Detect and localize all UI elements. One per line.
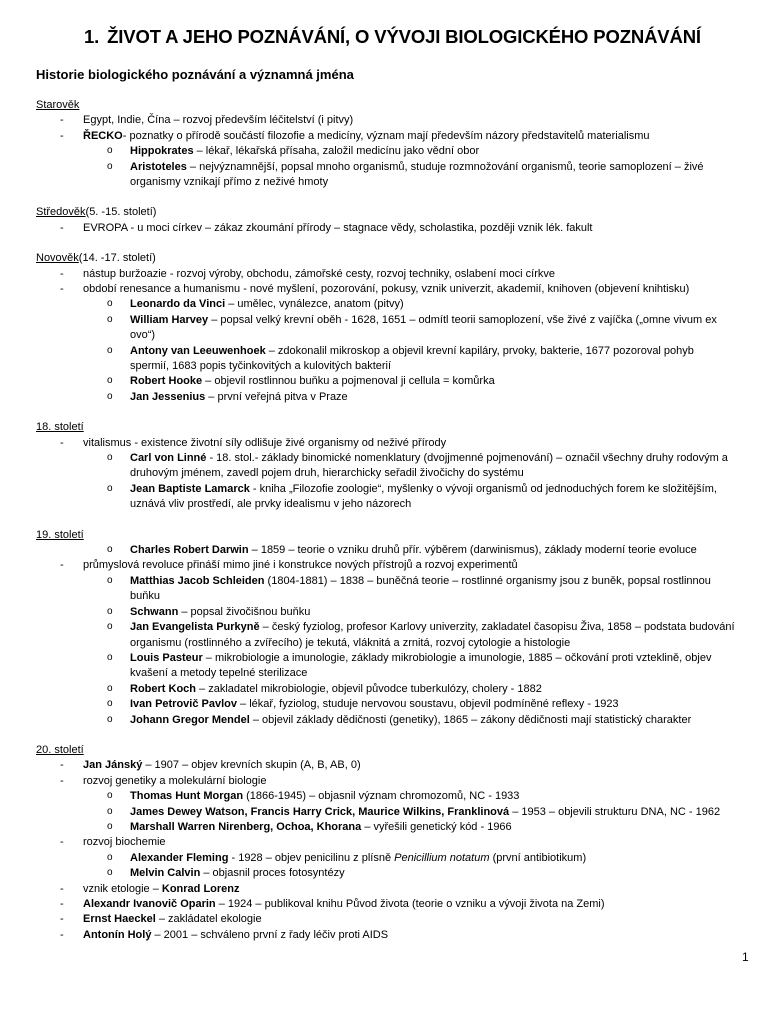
section-heading-period: (14. -17. století) — [78, 252, 156, 265]
item-text: - kniha „Filozofie zoologie“, myšlenky o vývoji organismů od jednoduchých forem ke složitějším, uznává vliv prostředí, ale prvky idealismu v jeho názorech — [130, 482, 717, 511]
sub-list-item — [36, 620, 736, 651]
item-text: Egypt, Indie, Čína – rozvoj především léčitelství (i pitvy) — [83, 114, 354, 127]
section-heading — [36, 420, 736, 435]
page-number: 1 — [742, 950, 749, 964]
sub-list-item — [36, 344, 736, 375]
section-heading-text: Novověk — [36, 252, 79, 265]
section-heading — [36, 251, 736, 266]
item-text: (1866-1945) – objasnil význam chromozomů, NC - 1933 — [243, 790, 520, 803]
section-heading-text: Starověk — [36, 99, 80, 111]
item-name: Alexander Fleming — [130, 851, 229, 864]
sub-list-item — [36, 313, 736, 344]
item-name: William Harvey — [130, 313, 209, 326]
item-text: – zakládatel ekologie — [155, 913, 262, 926]
item-name: Ivan Petrovič Pavlov — [130, 698, 237, 711]
list-item — [36, 912, 736, 927]
sub-list-item — [36, 374, 736, 389]
section-heading — [36, 205, 736, 220]
section — [36, 743, 736, 943]
item-name: Robert Hooke — [130, 375, 203, 388]
list-item — [36, 835, 736, 850]
item-name: Jan Jánský — [83, 759, 143, 772]
item-text: – zakladatel mikrobiologie, objevil původce tuberkulózy, cholery - 1882 — [196, 682, 542, 695]
item-name: Johann Gregor Mendel — [130, 713, 250, 726]
sub-list-item — [36, 543, 736, 558]
item-text: (1804-1881) – 1838 – buněčná teorie – rostlinné organismy jsou z buněk, popsal rostlinnou buňku — [130, 574, 711, 603]
sub-list-item — [36, 820, 736, 835]
item-text: průmyslová revoluce přináší mimo jiné i konstrukce nových přístrojů a rozvoj experimentů — [83, 559, 518, 572]
item-text: období renesance a humanismu - nové myšlení, pozorování, pokusy, vznik univerzit, akademií, knihoven (objevení knihtisku) — [83, 283, 690, 296]
sub-list-item — [36, 297, 736, 312]
item-text: - 18. stol.- základy binomické nomenklatury (dvojjmenné pojmenování) – označil všechny druhy rodovým a druhovým jménem, zavedl pojem druh, hierarchicky seřadil živočichy do systému — [130, 452, 728, 480]
chapter-number: 1. — [84, 26, 100, 47]
item-name: Marshall Warren Nirenberg, Ochoa, Khorana — [130, 820, 362, 833]
item-name: Ernst Haeckel — [83, 913, 156, 926]
item-text: – první veřejná pitva v Praze — [205, 390, 348, 403]
list-item — [36, 129, 736, 144]
list-item — [36, 282, 736, 297]
list-item — [36, 558, 736, 573]
item-name: ŘECKO — [83, 129, 123, 142]
item-text: – 2001 – schváleno první z řady léčiv proti AIDS — [151, 928, 389, 941]
list-item — [36, 928, 736, 943]
chapter-title: ŽIVOT A JEHO POZNÁVÁNÍ, O VÝVOJI BIOLOGICKÉHO POZNÁVÁNÍ — [107, 26, 701, 47]
item-text: – 1859 – teorie o vzniku druhů přír. výběrem (darwinismus), základy moderní teorie evoluce — [248, 544, 697, 557]
section-heading — [36, 743, 736, 758]
section — [36, 251, 736, 405]
sub-list-item — [36, 605, 736, 620]
sub-list-item — [36, 390, 736, 405]
item-text: – zdokonalil mikroskop a objevil krevní kapiláry, prvoky, bakterie, 1677 pozoroval pohyb spermií, 1683 popis tyčinkovitých a kulovitých bakterií — [130, 344, 694, 373]
item-name: Antonín Holý — [83, 928, 152, 941]
section — [36, 98, 736, 190]
item-text: – lékař, lékařská přísaha, založil medicínu jako vědní obor — [193, 145, 480, 158]
document-body — [36, 98, 736, 958]
item-text: – objasnil proces fotosyntézy — [200, 867, 345, 880]
page-title — [84, 24, 701, 50]
section — [36, 420, 736, 512]
section — [36, 528, 736, 728]
item-text: – 1953 – objevili strukturu DNA, NC - 1962 — [509, 805, 721, 818]
sub-list-item — [36, 574, 736, 605]
species-name: Penicillium notatum — [394, 851, 490, 864]
item-name: Melvin Calvin — [130, 867, 201, 880]
item-name: Matthias Jacob Schleiden — [130, 574, 265, 587]
item-text: - poznatky o přírodě součástí filozofie a medicíny, význam mají především názory představitelů materialismu — [122, 129, 650, 142]
item-text: – český fyziolog, profesor Karlovy univerzity, zakladatel časopisu Živa, 1858 – podstata budování organismu (rostlinného a zvířecího) je tekutá, vláknitá a zrnitá, rozvoj cytologie a histologie — [130, 621, 735, 649]
list-item — [36, 758, 736, 773]
item-text: vznik etologie – — [83, 882, 162, 895]
item-text: – 1924 – publikoval knihu Původ života (teorie o vzniku a vývoji života na Zemi) — [215, 898, 605, 910]
sub-list-item — [36, 160, 736, 191]
item-text: – objevil základy dědičnosti (genetiky), 1865 – zákony dědičnosti mají statistický charakter — [249, 713, 692, 726]
item-name: Charles Robert Darwin — [130, 544, 249, 557]
item-text: – popsal živočišnou buňku — [178, 605, 311, 618]
section-heading-text: Středověk — [36, 206, 86, 219]
item-name: Antony van Leeuwenhoek — [130, 344, 266, 357]
item-text: rozvoj biochemie — [83, 836, 166, 849]
item-text: – objevil rostlinnou buňku a pojmenoval ji cellula = komůrka — [202, 375, 495, 388]
item-text: – umělec, vynálezce, anatom (pitvy) — [225, 298, 404, 311]
item-text: EVROPA - u moci církev – zákaz zkoumání přírody – stagnace vědy, scholastika, později vznik lék. fakult — [83, 221, 593, 234]
item-text: – mikrobiologie a imunologie, základy mikrobiologie a imunologie, 1885 – očkování proti vzteklině, objev kvašení a metody tepelné sterilizace — [130, 651, 712, 680]
item-text: – vyřešili genetický kód - 1966 — [361, 820, 512, 833]
sub-list-item — [36, 482, 736, 513]
item-text: – 1907 – objev krevních skupin (A, B, AB, 0) — [142, 759, 361, 772]
item-text: – popsal velký krevní oběh - 1628, 1651 – odmítl teorii samoplození, vše živé z vajíčka („omne vivum ex ovo“) — [130, 313, 717, 342]
sub-list-item — [36, 805, 736, 820]
sub-list-item — [36, 144, 736, 159]
item-name: Alexandr Ivanovič Oparin — [83, 898, 216, 910]
sub-list-item — [36, 451, 736, 482]
item-name: Jan Evangelista Purkyně — [130, 621, 260, 634]
item-text: – nejvýznamnější, popsal mnoho organismů, studuje rozmnožování organismů, teorie samoplození – živé organismy vznikají přímo z neživé hmoty — [130, 160, 704, 189]
sub-list-item — [36, 651, 736, 682]
item-name: Robert Koch — [130, 682, 196, 695]
sub-list-item — [36, 697, 736, 712]
section — [36, 205, 736, 236]
item-text: rozvoj genetiky a molekulární biologie — [83, 774, 267, 787]
item-name: James Dewey Watson, Francis Harry Crick, Maurice Wilkins, Franklinová — [130, 805, 510, 818]
section-heading-text: 19. století — [36, 528, 84, 541]
item-text: – lékař, fyziolog, studuje nervovou soustavu, objevil podmíněné reflexy - 1923 — [237, 698, 619, 711]
list-item — [36, 221, 736, 236]
item-text: vitalismus - existence životní síly odlišuje živé organismy od neživé přírody — [83, 436, 447, 449]
section-heading-text: 18. století — [36, 421, 84, 434]
item-name: Louis Pasteur — [130, 651, 203, 664]
item-name: Thomas Hunt Morgan — [130, 790, 244, 803]
sub-list-item — [36, 713, 736, 728]
item-name: Aristoteles — [130, 160, 187, 173]
item-text: nástup buržoazie - rozvoj výroby, obchodu, zámořské cesty, rozvoj techniky, oslabení moci církve — [83, 267, 555, 280]
item-name: Jean Baptiste Lamarck — [130, 482, 250, 495]
item-name: Konrad Lorenz — [161, 882, 240, 895]
item-name: Leonardo da Vinci — [130, 298, 226, 311]
item-name: Schwann — [130, 605, 179, 618]
sub-list-item — [36, 866, 736, 881]
list-item — [36, 436, 736, 451]
list-item — [36, 267, 736, 282]
list-item — [36, 113, 736, 128]
section-heading-period: (5. -15. století) — [85, 206, 157, 219]
section-heading — [36, 98, 736, 113]
item-text: - 1928 – objev penicilinu z plísně Penicillium notatum (první antibiotikum) — [228, 851, 587, 864]
item-name: Carl von Linné — [130, 452, 207, 465]
list-item — [36, 774, 736, 789]
section-heading-text: 20. století — [36, 743, 84, 756]
section-heading — [36, 528, 736, 543]
item-name: Jan Jessenius — [130, 390, 206, 403]
list-item — [36, 882, 736, 897]
sub-list-item — [36, 682, 736, 697]
list-item — [36, 897, 736, 912]
sub-list-item — [36, 789, 736, 804]
item-name: Hippokrates — [130, 145, 194, 158]
sub-list-item — [36, 851, 736, 866]
section-subtitle: Historie biologického poznávání a významná jména — [36, 67, 354, 82]
